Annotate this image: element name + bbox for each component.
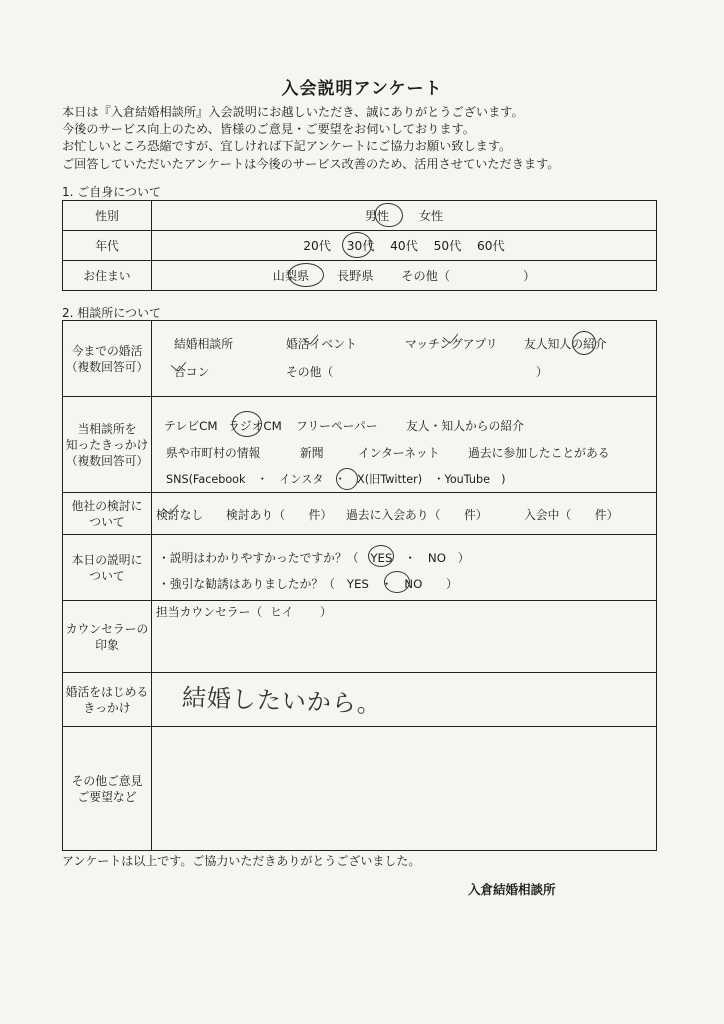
agency-signoff: 入倉結婚相談所 bbox=[468, 882, 556, 897]
option-radio-cm[interactable]: ラジオCM bbox=[228, 419, 282, 433]
explanation-questions[interactable] bbox=[152, 535, 657, 601]
section2-heading: 2. 相談所について bbox=[62, 306, 162, 320]
residence-options[interactable] bbox=[152, 261, 657, 291]
option-local-gov[interactable]: 県や市町村の情報 bbox=[166, 446, 261, 460]
page-title: 入会説明アンケート bbox=[281, 79, 443, 99]
intro-line: お忙しいところ恐縮ですが、宜しければ下記アンケートにご協力お願い致します。 bbox=[62, 139, 512, 154]
option-marriage-agency[interactable]: 結婚相談所 bbox=[174, 337, 233, 351]
other-agencies-options[interactable] bbox=[152, 493, 657, 535]
option-30s[interactable]: 30代 bbox=[346, 239, 375, 253]
intro-line: 本日は『入倉結婚相談所』入会説明にお越しいただき、誠にありがとうございます。 bbox=[62, 105, 524, 119]
label-line: 本日の説明に bbox=[71, 552, 143, 567]
option-60s[interactable]: 60代 bbox=[477, 239, 505, 253]
option-matching-app[interactable]: マッチングアプリ bbox=[405, 337, 498, 351]
label-line: （複数回答可） bbox=[65, 359, 149, 374]
explanation-label bbox=[63, 535, 152, 601]
question-clarity[interactable]: ・説明はわかりやすかったですか？（ YES ・ NO ） bbox=[158, 551, 470, 565]
label-line: ついて bbox=[89, 568, 125, 583]
agency-table bbox=[62, 320, 657, 851]
label-line: 知ったきっかけ bbox=[65, 437, 149, 452]
option-sns[interactable]: SNS(Facebook ・ インスタ ・ X(旧Twitter) ・YouTube ) bbox=[166, 473, 506, 486]
section1-heading: 1. ご自身について bbox=[62, 185, 162, 199]
motivation-field[interactable] bbox=[152, 673, 657, 727]
counselor-prompt: 担当カウンセラー（ bbox=[156, 605, 263, 619]
option-nagano[interactable]: 長野県 bbox=[336, 269, 374, 283]
option-goukon[interactable]: 合コン bbox=[174, 365, 210, 379]
option-friend-referral[interactable]: 友人・知人からの紹介 bbox=[406, 419, 524, 433]
motivation-label bbox=[63, 673, 152, 727]
option-female[interactable]: 女性 bbox=[418, 209, 444, 223]
counselor-close-paren: ） bbox=[320, 605, 332, 619]
activities-options[interactable] bbox=[152, 321, 657, 397]
label-line: 婚活をはじめる bbox=[65, 684, 149, 699]
label-line: 今までの婚活 bbox=[71, 343, 143, 358]
label-line: その他ご意見 bbox=[71, 773, 143, 788]
age-label: 年代 bbox=[63, 231, 152, 261]
option-50s[interactable]: 50代 bbox=[433, 239, 462, 253]
activities-label bbox=[63, 321, 152, 397]
closing-text: アンケートは以上です。ご協力いただきありがとうございました。 bbox=[62, 854, 421, 868]
option-friend-intro[interactable]: 友人知人の紹介 bbox=[524, 337, 607, 351]
other-agencies-label bbox=[63, 493, 152, 535]
option-past-participation[interactable]: 過去に参加したことがある bbox=[468, 446, 610, 460]
label-line: 印象 bbox=[95, 637, 119, 652]
option-male[interactable]: 男性 bbox=[364, 209, 390, 223]
counselor-label bbox=[63, 601, 152, 673]
option-other-activity[interactable]: その他（ bbox=[286, 365, 334, 379]
label-line: カウンセラーの bbox=[65, 621, 149, 636]
option-considering[interactable]: 検討あり（ 件） bbox=[226, 508, 333, 522]
option-konkatsu-event[interactable]: 婚活イベント bbox=[286, 337, 357, 351]
label-line: きっかけ bbox=[83, 700, 131, 715]
motivation-handwritten: 結婚したいから。 bbox=[181, 683, 383, 719]
other-close-paren: ） bbox=[536, 365, 548, 379]
question-pressure[interactable]: ・強引な勧誘はありましたか？（ YES ・ NO ） bbox=[158, 577, 458, 591]
comments-label bbox=[63, 727, 152, 851]
option-20s[interactable]: 20代 bbox=[303, 239, 331, 253]
profile-table bbox=[62, 200, 657, 291]
label-line: （複数回答可） bbox=[65, 453, 149, 468]
age-options[interactable] bbox=[152, 231, 657, 261]
option-no-consideration[interactable]: 検討なし bbox=[156, 508, 204, 522]
option-free-paper[interactable]: フリーペーパー bbox=[296, 419, 378, 433]
label-line: ご要望など bbox=[77, 789, 137, 804]
option-newspaper[interactable]: 新聞 bbox=[300, 446, 324, 460]
label-line: ついて bbox=[89, 514, 125, 529]
trigger-label bbox=[63, 397, 152, 493]
intro-line: ご回答していただいたアンケートは今後のサービス改善のため、活用させていただきます。 bbox=[62, 156, 560, 171]
option-other-residence[interactable]: その他（ ） bbox=[401, 269, 536, 283]
residence-label: お住まい bbox=[63, 261, 152, 291]
intro-line: 今後のサービス向上のため、皆様のご意見・ご要望をお伺いしております。 bbox=[62, 122, 475, 137]
comments-field[interactable] bbox=[152, 727, 657, 851]
option-yamanashi[interactable]: 山梨県 bbox=[272, 269, 310, 283]
option-past-member[interactable]: 過去に入会あり（ 件） bbox=[346, 508, 488, 522]
trigger-options[interactable] bbox=[152, 397, 657, 493]
counselor-name-handwritten: ヒイ bbox=[270, 605, 294, 619]
gender-label: 性別 bbox=[63, 201, 152, 231]
counselor-field[interactable] bbox=[152, 601, 657, 673]
option-tv-cm[interactable]: テレビCM bbox=[164, 419, 218, 433]
option-internet[interactable]: インターネット bbox=[358, 446, 440, 460]
gender-options[interactable] bbox=[152, 201, 657, 231]
label-line: 他社の検討に bbox=[71, 498, 143, 513]
intro-text bbox=[62, 104, 682, 173]
option-current-member[interactable]: 入会中（ 件） bbox=[524, 508, 619, 522]
option-40s[interactable]: 40代 bbox=[390, 239, 418, 253]
label-line: 当相談所を bbox=[77, 421, 137, 436]
